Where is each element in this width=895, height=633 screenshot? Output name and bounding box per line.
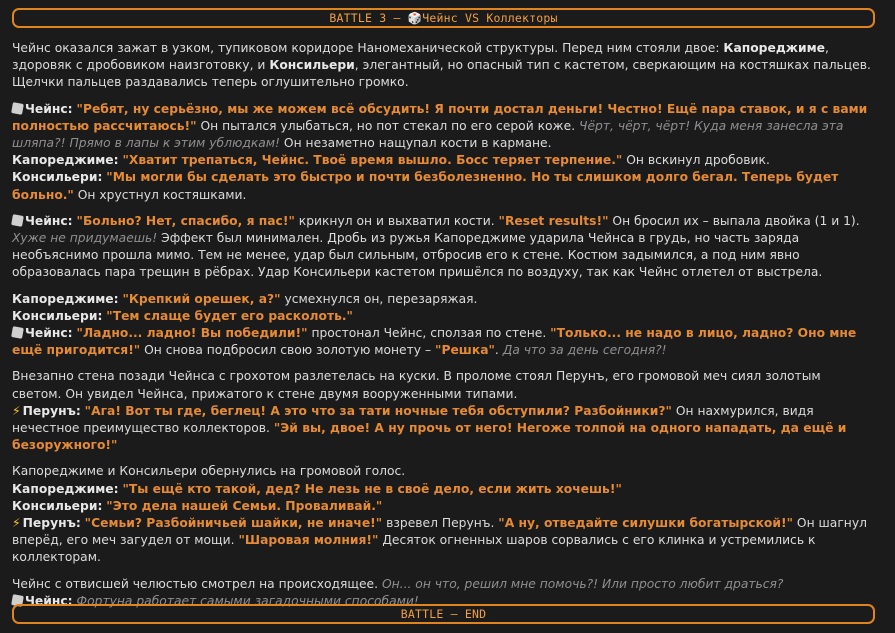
thought-text: Фортуна работает самыми загадочными способами! [76, 593, 419, 608]
dice-icon [11, 326, 24, 339]
paragraph-intro [12, 40, 874, 92]
dialogue-line: "Эй вы, двое! А ну прочь от него! Негоже толпой на одного нападать, да ещё и безоружного!" [12, 421, 847, 453]
battle-end-text: BATTLE – END [400, 607, 487, 621]
battle-title-banner [12, 8, 875, 28]
thought-text: Чёрт, чёрт, чёрт! Куда меня занесла эта шляпа?! Прямо в лапы к этим ублюдкам! [12, 118, 844, 151]
narration: усмехнулся он, перезаряжая. [280, 291, 478, 306]
speaker-consigliere: Консильери: [12, 308, 103, 323]
paragraph-perun-arrives [12, 368, 874, 454]
dialogue-line: "Это дела нашей Семьи. Проваливай." [106, 498, 383, 513]
narration: Он хрустнул костяшками. [73, 187, 247, 202]
speaker-caporegime: Капореджиме: [12, 481, 119, 496]
narration: простонал Чейнс, сползая по стене. [307, 326, 551, 341]
thought-text: Да что за день сегодня?! [502, 343, 667, 358]
thought-text: Он... он что, решил мне помочь?! Или просто любит драться? [381, 576, 784, 591]
narration: Чейнс оказался зажат в узком, тупиковом коридоре Наномеханической структуры. Перед ним стояли двое: [12, 41, 724, 55]
paragraph-dice-roll [12, 213, 874, 282]
dialogue-line: "Ладно... ладно! Вы победили!" [76, 326, 308, 341]
dialogue-line: "Ребят, ну серьёзно, мы же можем всё обсудить! Я почти достал деньги! Честно! Ещё пара ставок, и я с вами полностью рассчитаюсь!" [12, 101, 868, 133]
speaker-perun: Перунъ: [22, 403, 81, 418]
narration: взревел Перунъ. [382, 516, 499, 531]
dialogue-line: "Ага! Вот ты где, беглец! А это что за тати ночные тебя обступили? Разбойники?" [84, 403, 672, 418]
narration: , здоровяк с дробовиком наизготовку, и [12, 41, 829, 73]
paragraph-dialogue-2 [12, 291, 874, 360]
dialogue-line: "А ну, отведайте силушки богатырской!" [498, 516, 793, 531]
dialogue-line: "Только... не надо в лицо, ладно? Оно мне ещё пригодится!" [12, 326, 857, 358]
dialogue-line: "Крепкий орешек, а?" [122, 291, 281, 306]
paragraph-dialogue-1 [12, 101, 874, 204]
speaker-chains: Чейнс: [25, 593, 73, 608]
narration: Он пытался улыбаться, но пот стекал по его серой коже. [196, 118, 580, 133]
dialogue-line: "Мы могли бы сделать это быстро и почти безболезненно. Но ты слишком долго бегал. Теперь будет больно." [12, 170, 839, 202]
narration: Эффект был минимален. Дробь из ружья Капореджиме ударила Чейнса в грудь, но часть заряда необъяснимо прошла мимо. Тем не менее, удар был сильным, отбросив его к стене. Костюм задымился, а под ним явно образовалась пара трещин в рёбрах. Удар Консильери кастетом пришёлся по воздуху, так как Чейнс отлетел от выстрела. [12, 231, 823, 280]
name-consigliere: Консильери [269, 58, 355, 73]
lightning-icon: ⚡ [12, 516, 21, 531]
narration: Он бросил их – выпала двойка (1 и 1). [608, 213, 860, 228]
narration: Чейнс с отвисшей челюстью смотрел на происходящее. [12, 576, 382, 591]
narration: Десяток огненных шаров сорвались с его клинка и устремились к коллекторам. [12, 533, 816, 565]
story-text [12, 40, 874, 619]
paragraph-confrontation [12, 463, 874, 566]
dialogue-line: "Ты ещё кто такой, дед? Не лезь не в своё дело, если жить хочешь!" [122, 481, 622, 496]
skill-name: "Шаровая молния!" [238, 533, 379, 548]
speaker-consigliere: Консильери: [12, 498, 103, 513]
speaker-perun: Перунъ: [22, 516, 81, 531]
coin-result: "Решка" [435, 343, 495, 358]
speaker-consigliere: Консильери: [12, 170, 103, 185]
dialogue-line: "Больно? Нет, спасибо, я пас!" [76, 213, 295, 228]
speaker-caporegime: Капореджиме: [12, 153, 119, 168]
name-caporegime: Капореджиме [723, 41, 826, 55]
narration: Он вскинул дробовик. [622, 153, 770, 168]
narration: Он шагнул вперёд, его меч загудел от мощи. [12, 516, 867, 548]
narration: Капореджиме и Консильери обернулись на громовой голос. [12, 464, 406, 479]
speaker-chains: Чейнс: [25, 101, 73, 116]
speaker-chains: Чейнс: [25, 326, 73, 341]
speaker-caporegime: Капореджиме: [12, 291, 119, 306]
narration: Он незаметно нащупал кости в кармане. [280, 136, 552, 151]
thought-text: Хуже не придумаешь! [12, 231, 158, 246]
skill-name: "Reset results!" [498, 213, 609, 228]
battle-end-banner [12, 604, 875, 624]
narration: Он снова подбросил свою золотую монету – [140, 343, 436, 358]
speaker-chains: Чейнс: [25, 213, 73, 228]
dialogue-line: "Тем слаще будет его расколоть." [106, 308, 353, 323]
dialogue-line: "Семьи? Разбойничьей шайки, не иначе!" [84, 516, 383, 531]
lightning-icon: ⚡ [12, 403, 21, 418]
battle-title-text: BATTLE 3 – 🎲Чейнс VS Коллекторы [329, 11, 558, 25]
narration: Он нахмурился, видя нечестное преимущество коллекторов. [12, 403, 814, 436]
narration: . [494, 343, 503, 358]
dice-icon [11, 102, 24, 115]
narration: Внезапно стена позади Чейнса с грохотом разлетелась на куски. В проломе стоял Перунъ, его громовой меч сиял золотым светом. Он увидел Чейнса, прижатого к стене двумя вооруженными типами. [12, 369, 821, 401]
dice-icon [11, 214, 24, 227]
narration: крикнул он и выхватил кости. [294, 213, 499, 228]
dialogue-line: "Хватит трепаться, Чейнс. Твоё время вышло. Босс теряет терпение." [122, 153, 623, 168]
narration: , элегантный, но опасный тип с кастетом, сверкающим на костяшках пальцев. Щелчки пальцев раздавались теперь оглушительно громко. [12, 58, 871, 90]
